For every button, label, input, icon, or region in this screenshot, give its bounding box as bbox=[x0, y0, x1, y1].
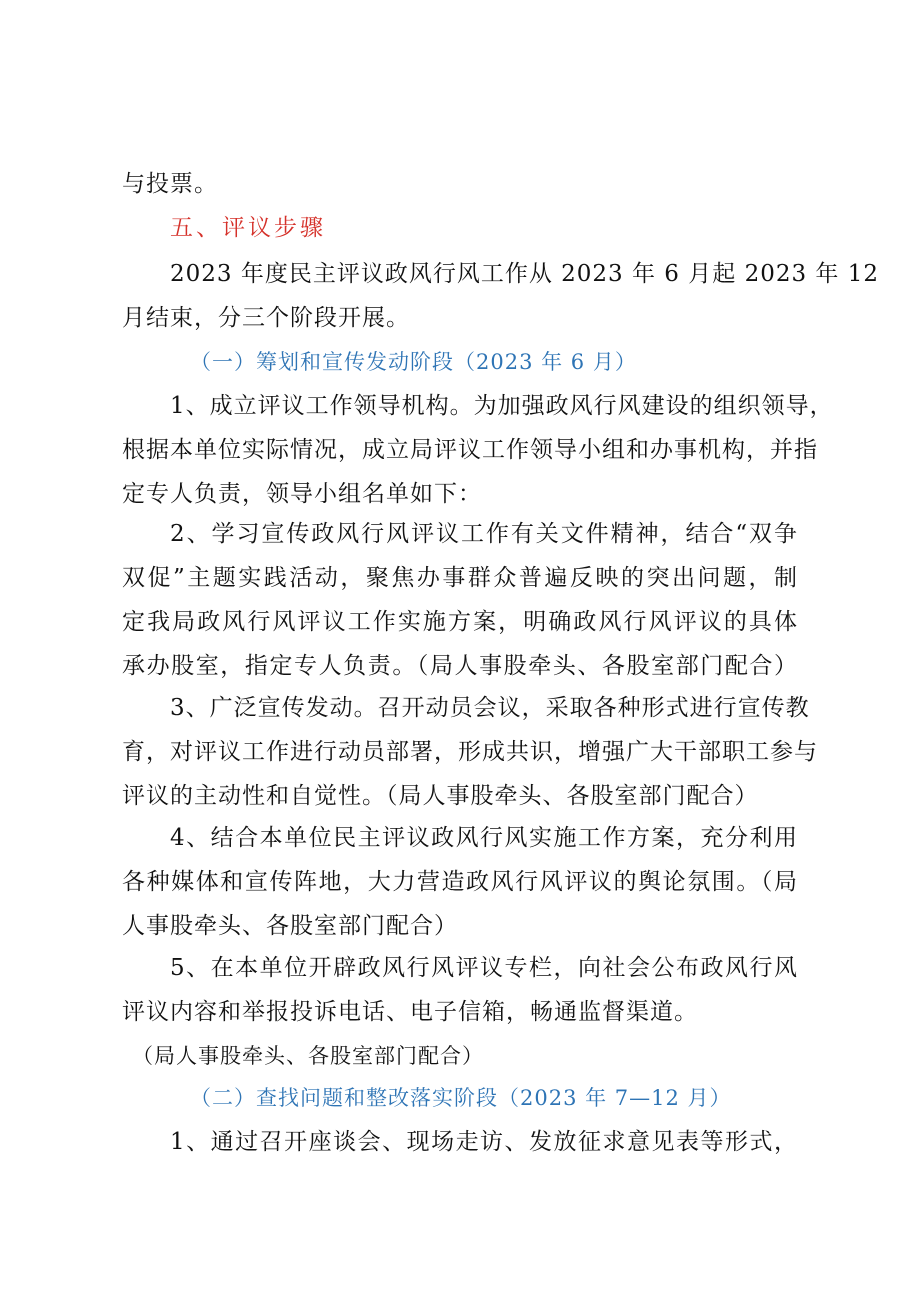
paragraph-4-line-2: 各种媒体和宣传阵地，大力营造政风行风评议的舆论氛围。（局 bbox=[122, 869, 798, 895]
paragraph-3-line-3: 评议的主动性和自觉性。（局人事股牵头、各股室部门配合） bbox=[122, 783, 759, 809]
paragraph-4-line-3: 人事股牵头、各股室部门配合） bbox=[122, 913, 458, 939]
text-line-schedule-2: 月结束，分三个阶段开展。 bbox=[122, 305, 410, 331]
subsection-heading-rectification-stage: （二）查找问题和整改落实阶段（2023 年 7—12 月） bbox=[190, 1086, 732, 1110]
paragraph-6-line-1: 1、通过召开座谈会、现场走访、发放征求意见表等形式， bbox=[170, 1129, 798, 1155]
paragraph-2-line-4: 承办股室，指定专人负责。（局人事股牵头、各股室部门配合） bbox=[122, 653, 798, 679]
paragraph-3-line-2: 育，对评议工作进行动员部署，形成共识，增强广大干部职工参与 bbox=[122, 739, 818, 765]
subsection-heading-planning-stage: （一）筹划和宣传发动阶段（2023 年 6 月） bbox=[190, 350, 637, 374]
paragraph-2-line-1: 2、学习宣传政风行风评议工作有关文件精神，结合“双争 bbox=[170, 521, 798, 547]
paragraph-2-line-2: 双促”主题实践活动，聚焦办事群众普遍反映的突出问题，制 bbox=[122, 565, 798, 591]
section-heading-evaluation-steps: 五、评议步骤 bbox=[170, 215, 326, 241]
paragraph-5-line-1: 5、在本单位开辟政风行风评议专栏，向社会公布政风行风 bbox=[170, 955, 798, 981]
paragraph-3-line-1: 3、广泛宣传发动。召开动员会议，采取各种形式进行宣传教 bbox=[170, 695, 810, 721]
paragraph-1-line-2: 根据本单位实际情况，成立局评议工作领导小组和办事机构，并指 bbox=[122, 437, 818, 463]
paragraph-5-line-2: 评议内容和举报投诉电话、电子信箱，畅通监督渠道。 bbox=[122, 999, 698, 1025]
paragraph-1-line-1: 1、成立评议工作领导机构。为加强政风行风建设的组织领导， bbox=[170, 393, 834, 419]
paragraph-1-line-3: 定专人负责，领导小组名单如下： bbox=[122, 481, 482, 507]
text-line-voting: 与投票。 bbox=[122, 171, 218, 197]
paragraph-4-line-1: 4、结合本单位民主评议政风行风实施工作方案，充分利用 bbox=[170, 825, 798, 851]
text-line-schedule-1: 2023 年度民主评议政风行风工作从 2023 年 6 月起 2023 年 12 bbox=[170, 261, 879, 287]
paragraph-5-line-3: （局人事股牵头、各股室部门配合） bbox=[132, 1044, 484, 1068]
paragraph-2-line-3: 定我局政风行风评议工作实施方案，明确政风行风评议的具体 bbox=[122, 609, 798, 635]
